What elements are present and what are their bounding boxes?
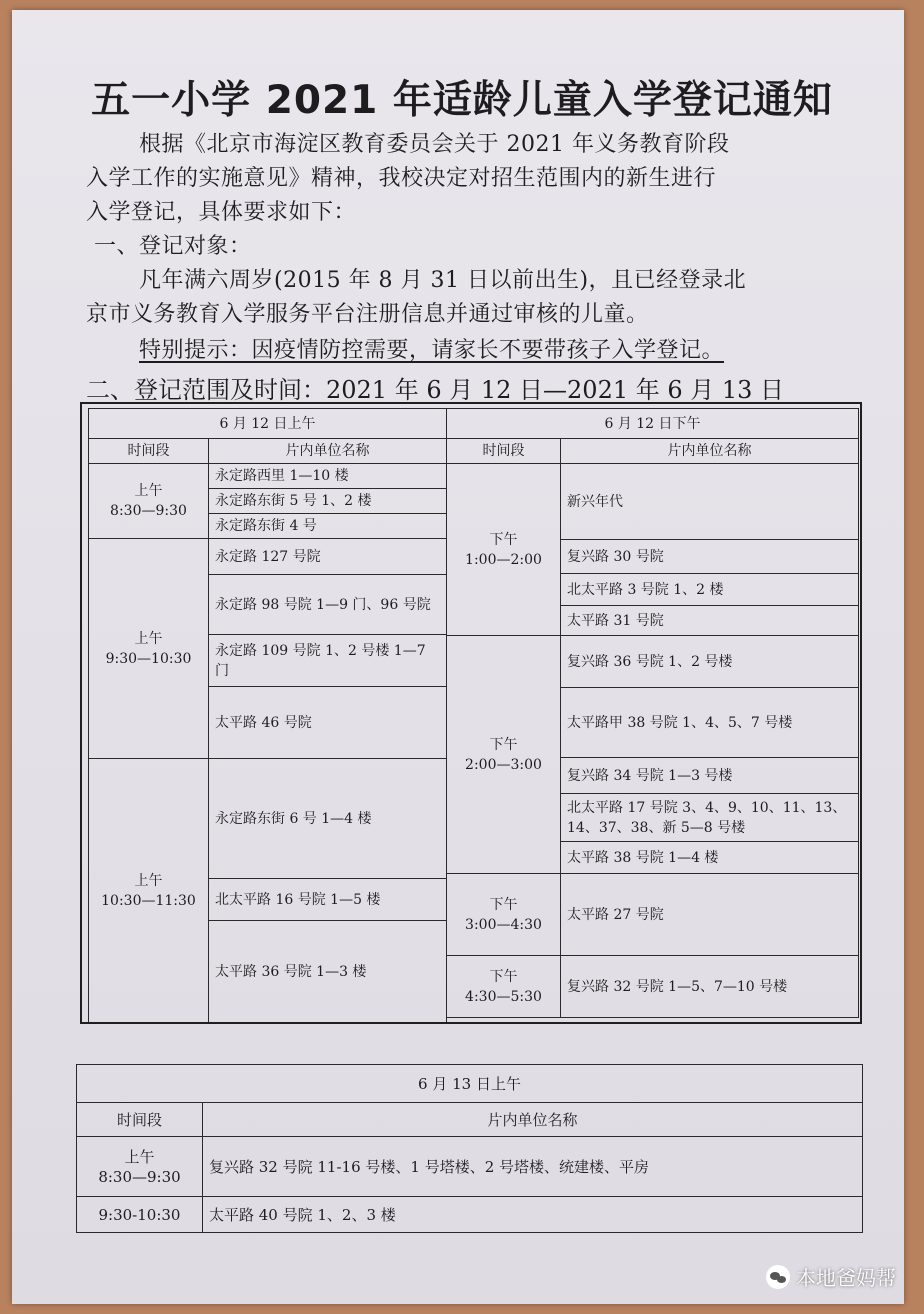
col-header-time: 时间段	[447, 439, 561, 464]
unit-cell: 太平路 38 号院 1—4 楼	[561, 842, 859, 874]
intro-paragraph	[86, 128, 866, 368]
unit-cell: 北太平路 16 号院 1—5 楼	[209, 879, 447, 921]
unit-cell: 永定路东街 6 号 1—4 楼	[209, 759, 447, 879]
unit-cell: 太平路 46 号院	[209, 687, 447, 759]
intro-line: 入学登记，具体要求如下：	[86, 200, 357, 225]
unit-cell: 永定路 98 号院 1—9 门、96 号院	[209, 575, 447, 635]
schedule-table-june13-am	[76, 1064, 863, 1233]
table-title: 6 月 13 日上午	[77, 1065, 863, 1103]
wechat-icon	[766, 1265, 790, 1289]
section1-line: 京市义务教育入学服务平台注册信息并通过审核的儿童。	[86, 302, 649, 327]
unit-cell: 太平路 36 号院 1—3 楼	[209, 921, 447, 1023]
time-slot: 上午 9:30—10:30	[89, 539, 209, 759]
time-slot: 下午 2:00—3:00	[447, 636, 561, 874]
unit-cell: 复兴路 32 号院 11-16 号楼、1 号塔楼、2 号塔楼、统建楼、平房	[203, 1137, 863, 1197]
unit-cell: 北太平路 17 号院 3、4、9、10、11、13、14、37、38、新 5—8 号楼	[561, 794, 859, 842]
time-slot: 上午 8:30—9:30	[77, 1137, 203, 1197]
watermark-text: 本地爸妈帮	[796, 1266, 896, 1290]
schedule-table-june12-pm	[446, 408, 859, 1018]
col-header-time: 时间段	[77, 1103, 203, 1137]
table-title: 6 月 12 日上午	[89, 409, 447, 439]
unit-cell: 太平路 27 号院	[561, 874, 859, 956]
unit-cell: 永定路 109 号院 1、2 号楼 1—7 门	[209, 635, 447, 687]
col-header-time: 时间段	[89, 439, 209, 464]
time-slot: 9:30-10:30	[77, 1197, 203, 1233]
unit-cell: 永定路东街 5 号 1、2 楼	[209, 489, 447, 514]
col-header-units: 片内单位名称	[209, 439, 447, 464]
section2-heading: 二、登记范围及时间：2021 年 6 月 12 日—2021 年 6 月 13 日	[86, 376, 785, 404]
unit-cell: 复兴路 34 号院 1—3 号楼	[561, 758, 859, 794]
unit-cell: 太平路 31 号院	[561, 606, 859, 636]
section1-heading: 一、登记对象：	[94, 234, 252, 259]
table-title: 6 月 12 日下午	[447, 409, 859, 439]
unit-cell: 复兴路 36 号院 1、2 号楼	[561, 636, 859, 688]
time-slot: 下午 1:00—2:00	[447, 464, 561, 636]
col-header-units: 片内单位名称	[203, 1103, 863, 1137]
watermark	[766, 1262, 896, 1291]
unit-cell: 太平路 40 号院 1、2、3 楼	[203, 1197, 863, 1233]
unit-cell: 永定路东街 4 号	[209, 514, 447, 539]
time-slot: 上午 10:30—11:30	[89, 759, 209, 1023]
schedule-table-june12-am	[88, 408, 447, 1023]
special-notice: 特别提示：因疫情防控需要，请家长不要带孩子入学登记。	[139, 338, 725, 363]
unit-cell: 复兴路 30 号院	[561, 540, 859, 574]
time-slot: 下午 3:00—4:30	[447, 874, 561, 956]
unit-cell: 太平路甲 38 号院 1、4、5、7 号楼	[561, 688, 859, 758]
unit-cell: 复兴路 32 号院 1—5、7—10 号楼	[561, 956, 859, 1018]
col-header-units: 片内单位名称	[561, 439, 859, 464]
page-title: 五一小学 2021 年适龄儿童入学登记通知	[91, 78, 833, 123]
unit-cell: 永定路 127 号院	[209, 539, 447, 575]
intro-line: 入学工作的实施意见》精神，我校决定对招生范围内的新生进行	[86, 166, 717, 191]
unit-cell: 永定路西里 1—10 楼	[209, 464, 447, 489]
section1-line: 凡年满六周岁(2015 年 8 月 31 日以前出生)，且已经登录北	[139, 268, 747, 293]
time-slot: 上午 8:30—9:30	[89, 464, 209, 539]
time-slot: 下午 4:30—5:30	[447, 956, 561, 1018]
intro-line: 根据《北京市海淀区教育委员会关于 2021 年义务教育阶段	[139, 132, 730, 157]
unit-cell: 北太平路 3 号院 1、2 楼	[561, 574, 859, 606]
unit-cell: 新兴年代	[561, 464, 859, 540]
